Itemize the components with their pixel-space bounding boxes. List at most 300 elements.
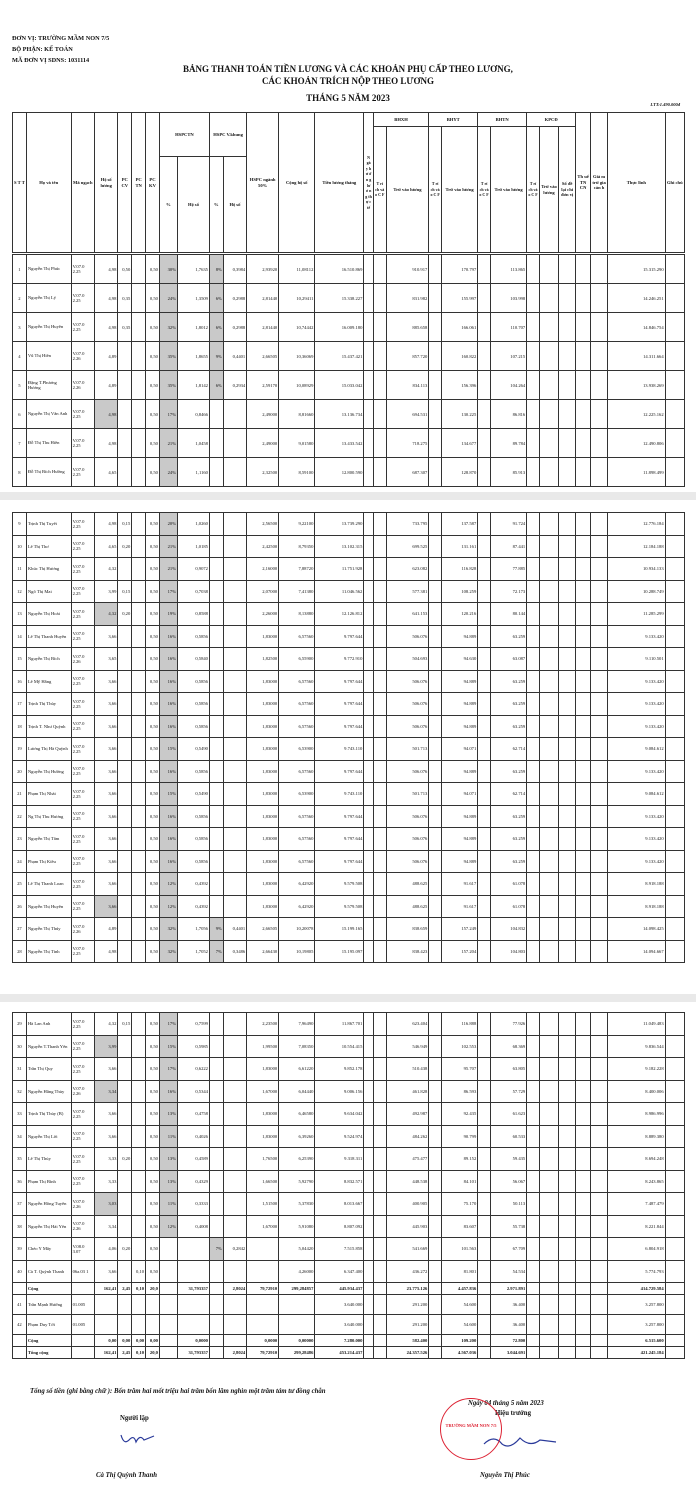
cell-n50: 1,83000 <box>247 850 279 873</box>
cell-t3 <box>478 895 491 918</box>
cell-stt: 26 <box>13 895 27 918</box>
cell-p1: 32% <box>159 918 177 941</box>
cell-bhyt: 131.161 <box>442 535 478 558</box>
cell-name: Phạm Thị Bình <box>26 1170 71 1193</box>
bhyt-trich: T rí ch và o C F <box>429 127 442 253</box>
cell-t4 <box>527 625 540 648</box>
cell-kd <box>559 873 576 896</box>
cell-gm <box>591 513 608 536</box>
col-pccv: PC CV <box>118 113 132 253</box>
cell-tl: 9.110.501 <box>608 648 666 671</box>
cell-kd <box>559 284 576 313</box>
cell-bhxh: 641.153 <box>386 603 429 626</box>
cell-bhtn: 68.369 <box>491 1035 527 1058</box>
cell-bhxh: 831.982 <box>386 284 429 313</box>
table-row <box>13 1035 685 1058</box>
cell-stt: 13 <box>13 603 27 626</box>
cell-bhyt: 4.567.036 <box>442 1347 478 1359</box>
cell-bhxh: 475.477 <box>386 1148 429 1171</box>
cell-cv <box>118 783 132 806</box>
cell-bhyt: 94.889 <box>442 670 478 693</box>
cell-t4 <box>527 895 540 918</box>
cell-th <box>576 513 591 536</box>
cell-tl: 421.245.184 <box>608 1347 666 1359</box>
cell-code: V.07.0 2.25 <box>71 1058 94 1081</box>
cell-ng <box>364 1035 374 1058</box>
cell-gc <box>665 1295 684 1315</box>
cell-cong: 7,08350 <box>279 1035 315 1058</box>
cell-kt <box>540 513 559 536</box>
cell-cv <box>118 371 132 400</box>
cell-t1 <box>373 255 386 284</box>
cell-bhtn: 59.435 <box>491 1148 527 1171</box>
cell-cong: 0,00000 <box>279 1335 315 1347</box>
cell-gm <box>591 558 608 581</box>
cell-t4 <box>527 1260 540 1283</box>
cell-n50: 1,83000 <box>247 738 279 761</box>
cell-h1: 1,8655 <box>178 342 210 371</box>
cell-tl: 6.804.918 <box>608 1238 666 1261</box>
cell-cong: 6,04440 <box>279 1080 315 1103</box>
table-row <box>13 1238 685 1261</box>
cell-h2 <box>223 1080 246 1103</box>
table-row <box>13 1315 685 1335</box>
cell-kv: 0,50 <box>146 940 160 963</box>
cell-stt: 27 <box>13 918 27 941</box>
cell-tl: 14.846.754 <box>608 313 666 342</box>
cell-hsl: 4,32 <box>94 558 117 581</box>
cell-t2 <box>429 805 442 828</box>
cell-p1: 16% <box>159 1080 177 1103</box>
cell-cv <box>118 895 132 918</box>
cell-h2 <box>223 715 246 738</box>
cell-t3 <box>478 805 491 828</box>
cell-kd <box>559 1295 576 1315</box>
cell-p2 <box>209 783 223 806</box>
cell-hsl: 4,98 <box>94 255 117 284</box>
cell-p1: 11% <box>159 1193 177 1216</box>
cell-t2 <box>429 1315 442 1335</box>
col-pctn: PC TN <box>132 113 146 253</box>
cell-h2: 2,8024 <box>223 1283 246 1295</box>
cell-gc <box>665 648 684 671</box>
cell-tl: 9.133.420 <box>608 850 666 873</box>
cell-gm <box>591 873 608 896</box>
cell-t1 <box>373 738 386 761</box>
cell-name: Lê Thị Thơ <box>26 535 71 558</box>
cell-stt: 41 <box>13 1295 27 1315</box>
cell-bhtn: 77.885 <box>491 558 527 581</box>
cell-kd <box>559 342 576 371</box>
cell-kv: 0,50 <box>146 1260 160 1283</box>
org-header <box>12 33 109 66</box>
cell-th <box>576 458 591 487</box>
cell-tl: 6.515.600 <box>608 1335 666 1347</box>
cell-kt <box>540 558 559 581</box>
cell-t4 <box>527 342 540 371</box>
cell-bhxh: 291.200 <box>386 1295 429 1315</box>
cell-t1 <box>373 371 386 400</box>
cell-t2 <box>429 783 442 806</box>
cell-cv <box>118 850 132 873</box>
cell-cong: 6,53900 <box>279 738 315 761</box>
cell-p2 <box>209 1347 223 1359</box>
cell-tn <box>132 805 146 828</box>
cell-ng <box>364 284 374 313</box>
cell-name: Cộng <box>26 1283 71 1295</box>
cell-n50: 2,66430 <box>247 940 279 963</box>
cell-t3 <box>478 1260 491 1283</box>
hspctn-hs: Hệ số <box>177 157 209 253</box>
cell-tl: 9.084.612 <box>608 783 666 806</box>
cell-code: V.07.0 2.25 <box>71 458 94 487</box>
cell-stt: 15 <box>13 648 27 671</box>
cell-kt <box>540 918 559 941</box>
cell-h2 <box>223 1103 246 1126</box>
cell-t4 <box>527 371 540 400</box>
cell-n50: 2,66505 <box>247 918 279 941</box>
cell-hsl: 3,99 <box>94 580 117 603</box>
cell-kv: 0,50 <box>146 1193 160 1216</box>
cell-n50: 2,16000 <box>247 558 279 581</box>
cell-cv <box>118 400 132 429</box>
cell-kd <box>559 1260 576 1283</box>
cell-cv <box>118 693 132 716</box>
cell-ng <box>364 850 374 873</box>
cell-name: Nguyễn Thị Tâm <box>26 828 71 851</box>
cell-name: Cộng <box>26 1335 71 1347</box>
cell-code: V.07.0 2.26 <box>71 371 94 400</box>
cell-kd <box>559 1035 576 1058</box>
col-thue: Th uế TN CN <box>576 113 591 253</box>
cell-n50 <box>247 1295 279 1315</box>
cell-ng <box>364 625 374 648</box>
cell-t3 <box>478 313 491 342</box>
cell-t1 <box>373 558 386 581</box>
cell-bhtn: 3.044.691 <box>491 1347 527 1359</box>
cell-cv: 0,20 <box>118 603 132 626</box>
cell-h2 <box>223 1295 246 1315</box>
cell-h1: 0,8466 <box>178 400 210 429</box>
cell-gc <box>665 783 684 806</box>
cell-tien: 15.033.042 <box>315 371 364 400</box>
cell-kd <box>559 1013 576 1036</box>
cell-t3 <box>478 873 491 896</box>
cell-n50: 2,56500 <box>247 513 279 536</box>
cell-kt <box>540 1170 559 1193</box>
cell-kt <box>540 715 559 738</box>
cell-kv: 0,50 <box>146 558 160 581</box>
cell-h2: 0,3984 <box>223 255 246 284</box>
cell-gm <box>591 1193 608 1216</box>
cell-t1 <box>373 918 386 941</box>
cell-cong: 6,57560 <box>279 850 315 873</box>
cell-h1: 1,0260 <box>178 513 210 536</box>
cell-code: V.07.0 2.25 <box>71 895 94 918</box>
cell-gc <box>665 1315 684 1335</box>
cell-th <box>576 603 591 626</box>
cell-code: V.07.0 2.26 <box>71 342 94 371</box>
cell-ng <box>364 828 374 851</box>
cell-name: Lê Thị Thanh Loan <box>26 873 71 896</box>
cell-p2: 9% <box>209 918 223 941</box>
cell-bhxh: 448.538 <box>386 1170 429 1193</box>
org-unit: ĐƠN VỊ: TRƯỜNG MẦM NON 7/5 <box>12 35 110 42</box>
cell-kt <box>540 284 559 313</box>
cell-tl: 8.694.248 <box>608 1148 666 1171</box>
cell-gm <box>591 458 608 487</box>
cell-kv: 0,50 <box>146 284 160 313</box>
cell-tn: 0,10 <box>132 1347 146 1359</box>
cell-tl: 9.133.420 <box>608 670 666 693</box>
cell-code: V.07.0 2.25 <box>71 1103 94 1126</box>
cell-tl: 10.934.133 <box>608 558 666 581</box>
cell-p2 <box>209 1013 223 1036</box>
cell-gm <box>591 1125 608 1148</box>
cell-tn <box>132 558 146 581</box>
cell-t1 <box>373 895 386 918</box>
cell-p2 <box>209 1058 223 1081</box>
cell-h2 <box>223 760 246 783</box>
cell-h1: 0,7038 <box>178 580 210 603</box>
col-ghichu: Ghi chú <box>665 113 684 253</box>
cell-gm <box>591 1295 608 1315</box>
cell-n50 <box>247 1315 279 1335</box>
cell-cong: 5,37830 <box>279 1193 315 1216</box>
cell-stt: 24 <box>13 850 27 873</box>
cell-stt: 34 <box>13 1125 27 1148</box>
cell-kv: 0,50 <box>146 400 160 429</box>
cell-t2 <box>429 1238 442 1261</box>
cell-gc <box>665 1058 684 1081</box>
cell-cong: 8,59100 <box>279 458 315 487</box>
cell-gm <box>591 693 608 716</box>
cell-bhxh: 488.625 <box>386 873 429 896</box>
cell-n50: 1,83000 <box>247 895 279 918</box>
cell-kv: 0,00 <box>146 1335 160 1347</box>
cell-gc <box>665 625 684 648</box>
cell-cv <box>118 670 132 693</box>
cell-code: V.07.0 2.25 <box>71 760 94 783</box>
cell-n50: 2,49000 <box>247 429 279 458</box>
cell-tien: 9.579.508 <box>315 873 364 896</box>
cell-gm <box>591 1238 608 1261</box>
cell-kt <box>540 738 559 761</box>
cell-kd <box>559 670 576 693</box>
cell-bhtn: 55.738 <box>491 1215 527 1238</box>
cell-bhxh: 436.272 <box>386 1260 429 1283</box>
cell-code: V.07.0 2.25 <box>71 429 94 458</box>
cell-ng <box>364 1335 374 1347</box>
cell-n50: 1,83000 <box>247 715 279 738</box>
cell-h1: 1,7635 <box>178 255 210 284</box>
cell-tien: 3.640.000 <box>315 1315 364 1335</box>
cell-p1: 15% <box>159 738 177 761</box>
cell-tn <box>132 693 146 716</box>
cell-n50: 0,0000 <box>247 1335 279 1347</box>
cell-bhxh: 910.917 <box>386 255 429 284</box>
cell-gm <box>591 429 608 458</box>
cell-bhxh: 506.076 <box>386 693 429 716</box>
cell-stt <box>13 1283 27 1295</box>
cell-bhyt: 94.889 <box>442 828 478 851</box>
cell-h2 <box>223 1058 246 1081</box>
cell-t1 <box>373 1347 386 1359</box>
cell-ng <box>364 1080 374 1103</box>
cell-ng <box>364 513 374 536</box>
cell-bhtn: 107.215 <box>491 342 527 371</box>
cell-kd <box>559 648 576 671</box>
cell-hsl: 3,66 <box>94 895 117 918</box>
cell-t2 <box>429 1125 442 1148</box>
cell-t1 <box>373 342 386 371</box>
cell-kt <box>540 1260 559 1283</box>
cell-h1: 0,6222 <box>178 1058 210 1081</box>
cell-code: V.07.0 2.25 <box>71 535 94 558</box>
cell-t3 <box>478 693 491 716</box>
cell-t1 <box>373 1215 386 1238</box>
cell-stt: 3 <box>13 313 27 342</box>
cell-tien: 9.743.110 <box>315 783 364 806</box>
cell-p1: 21% <box>159 535 177 558</box>
cell-hsl: 3,66 <box>94 1125 117 1148</box>
cell-cv <box>118 1295 132 1315</box>
table-row <box>13 400 685 429</box>
cell-cv <box>118 1193 132 1216</box>
cell-hsl <box>94 1315 117 1335</box>
cell-cong: 6,57560 <box>279 625 315 648</box>
cell-p1: 11% <box>159 1125 177 1148</box>
cell-tl: 12.490.806 <box>608 429 666 458</box>
cell-name: Đặng T.Phương Hương <box>26 371 71 400</box>
cell-tl: 8.243.865 <box>608 1170 666 1193</box>
cell-t1 <box>373 940 386 963</box>
cell-h2 <box>223 580 246 603</box>
cell-cv <box>118 458 132 487</box>
cell-tn <box>132 670 146 693</box>
cell-bhyt: 94.889 <box>442 760 478 783</box>
cell-n50: 2,07000 <box>247 580 279 603</box>
cell-t4 <box>527 1013 540 1036</box>
cell-stt: 11 <box>13 558 27 581</box>
cell-p2 <box>209 580 223 603</box>
col-thuclinh: Thực lĩnh <box>608 113 666 253</box>
cell-kv: 0,50 <box>146 873 160 896</box>
cell-h2 <box>223 1315 246 1335</box>
cell-tn <box>132 1035 146 1058</box>
cell-bhyt: 83.607 <box>442 1215 478 1238</box>
cell-t2 <box>429 895 442 918</box>
cell-h1: 0,9072 <box>178 558 210 581</box>
cell-tien: 13.433.542 <box>315 429 364 458</box>
cell-ng <box>364 760 374 783</box>
cell-bhtn: 56.067 <box>491 1170 527 1193</box>
cell-bhyt: 102.553 <box>442 1035 478 1058</box>
cell-cv: 0,35 <box>118 284 132 313</box>
cell-t3 <box>478 828 491 851</box>
cell-kt <box>540 1335 559 1347</box>
cell-th <box>576 670 591 693</box>
cell-hsl: 3,66 <box>94 828 117 851</box>
cell-p2: 7% <box>209 1238 223 1261</box>
cell-t3 <box>478 429 491 458</box>
cell-ng <box>364 1238 374 1261</box>
cell-h2 <box>223 558 246 581</box>
cell-t2 <box>429 850 442 873</box>
cell-th <box>576 783 591 806</box>
cell-kd <box>559 1347 576 1359</box>
cell-t4 <box>527 1170 540 1193</box>
cell-kv: 0,50 <box>146 429 160 458</box>
cell-tn <box>132 1170 146 1193</box>
cell-kt <box>540 603 559 626</box>
cell-tl: 9.836.544 <box>608 1035 666 1058</box>
cell-h2 <box>223 805 246 828</box>
cell-cv <box>118 873 132 896</box>
cell-cv: 0,20 <box>118 1148 132 1171</box>
cell-tl: 12.225.162 <box>608 400 666 429</box>
cell-gc <box>665 760 684 783</box>
cell-hsl: 4,89 <box>94 371 117 400</box>
col-name: Họ và tên <box>26 113 71 253</box>
cell-p2 <box>209 850 223 873</box>
cell-gm <box>591 1170 608 1193</box>
table-row <box>13 513 685 536</box>
cell-cong: 10,74442 <box>279 313 315 342</box>
cell-kt <box>540 670 559 693</box>
cell-th <box>576 940 591 963</box>
table-row <box>13 535 685 558</box>
cell-t3 <box>478 535 491 558</box>
cell-kt <box>540 1215 559 1238</box>
cell-t1 <box>373 1125 386 1148</box>
cell-tn <box>132 873 146 896</box>
cell-gm <box>591 1013 608 1036</box>
cell-p1: 35% <box>159 371 177 400</box>
cell-t2 <box>429 580 442 603</box>
cell-th <box>576 918 591 941</box>
cell-kv: 0,50 <box>146 1215 160 1238</box>
cell-gc <box>665 805 684 828</box>
cell-t2 <box>429 1347 442 1359</box>
cell-tn <box>132 603 146 626</box>
cell-n50: 1,83000 <box>247 693 279 716</box>
cell-kv: 0,50 <box>146 513 160 536</box>
cell-bhtn: 67.709 <box>491 1238 527 1261</box>
cell-cv <box>118 1103 132 1126</box>
cell-stt <box>13 1335 27 1347</box>
cell-name: Trần Thị Quy <box>26 1058 71 1081</box>
cell-cv <box>118 1058 132 1081</box>
cell-name: Đỗ Thị Bích Hường <box>26 458 71 487</box>
cell-t1 <box>373 284 386 313</box>
cell-stt: 10 <box>13 535 27 558</box>
cell-tien: 9.852.178 <box>315 1058 364 1081</box>
cell-h1: 0,0000 <box>178 1335 210 1347</box>
cell-tn <box>132 313 146 342</box>
cell-t2 <box>429 458 442 487</box>
cell-h1: 1,7056 <box>178 918 210 941</box>
cell-bhtn: 110.707 <box>491 313 527 342</box>
cell-gm <box>591 255 608 284</box>
cell-tn <box>132 1295 146 1315</box>
cell-code: V.07.0 2.26 <box>71 648 94 671</box>
cell-bhyt: 109.200 <box>442 1335 478 1347</box>
cell-hsl: 3,66 <box>94 1103 117 1126</box>
cell-kt <box>540 1238 559 1261</box>
cell-gc <box>665 1103 684 1126</box>
cell-gc <box>665 940 684 963</box>
